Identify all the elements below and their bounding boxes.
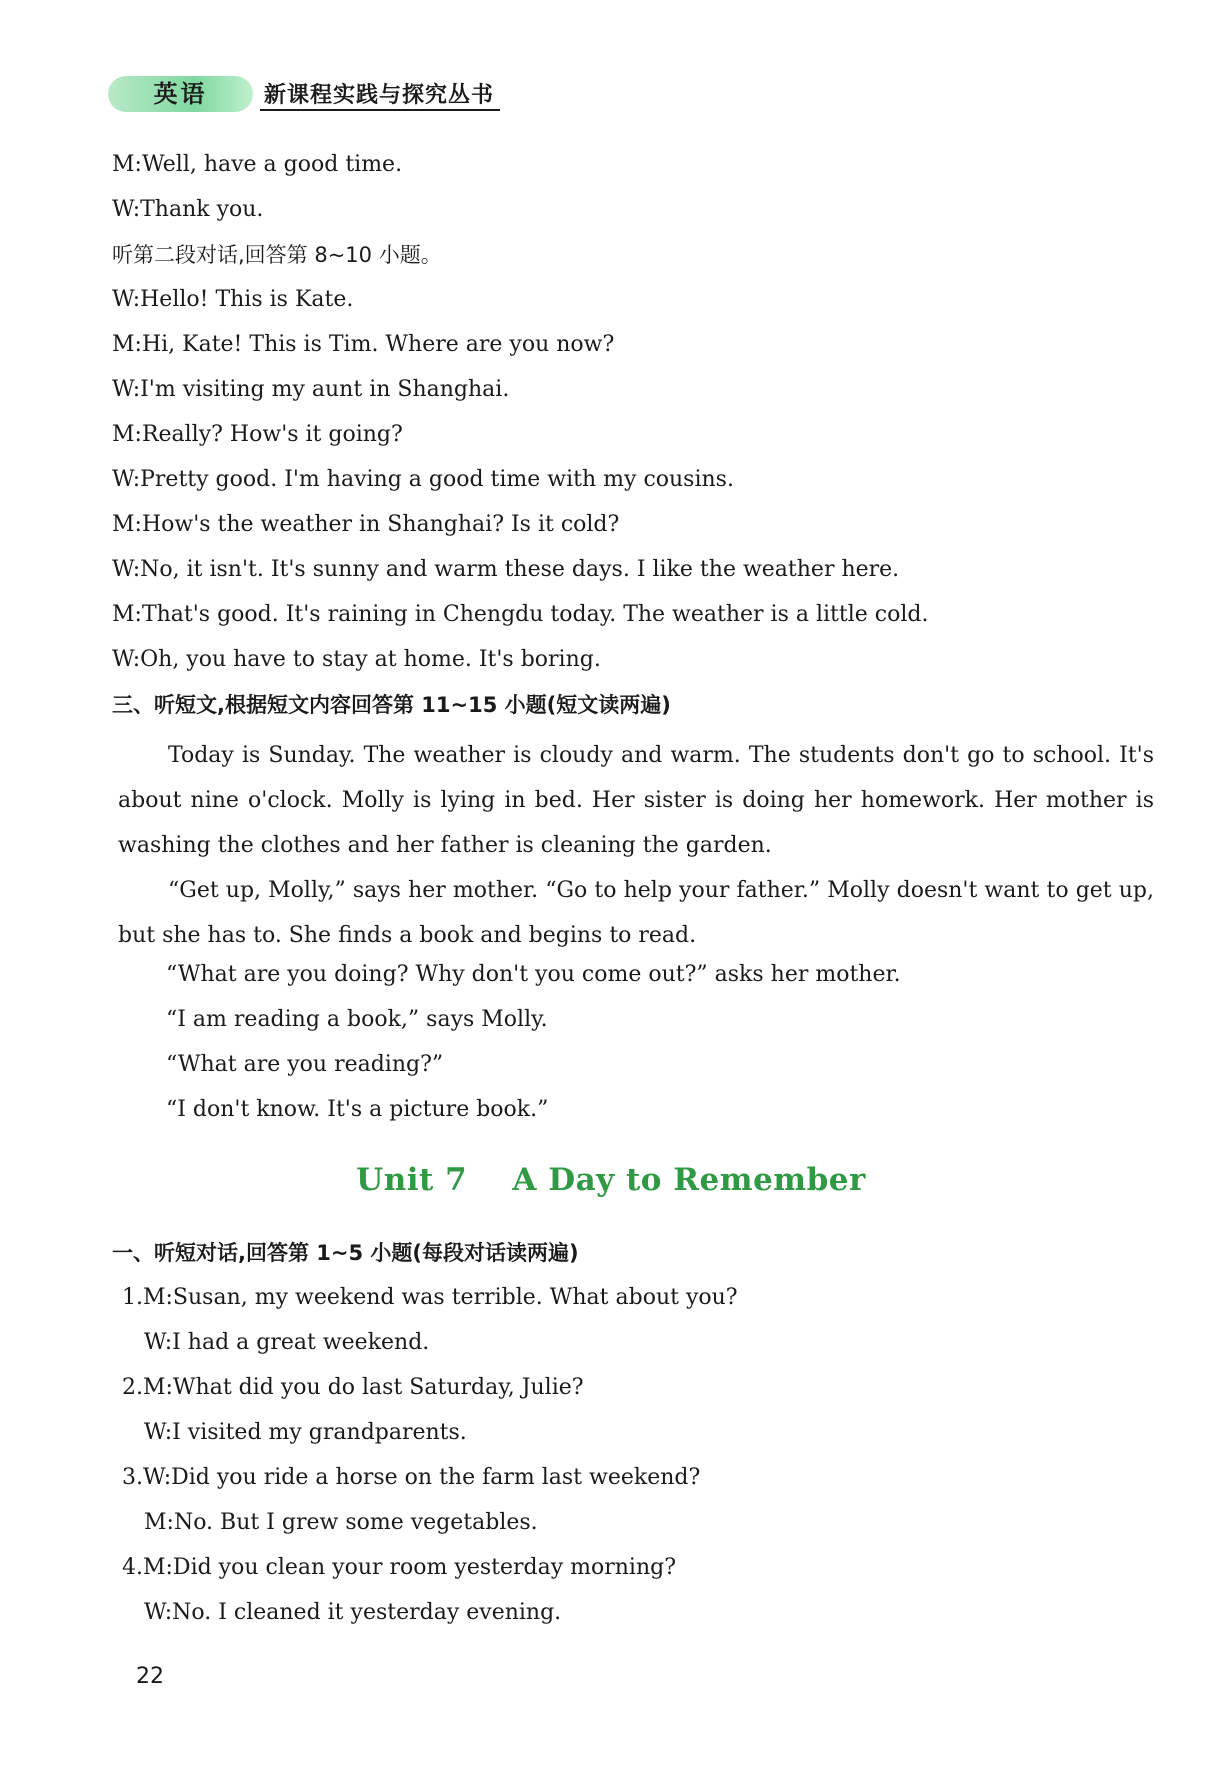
dialogue-line: W:Oh, you have to stay at home. It's boring. — [112, 647, 601, 672]
question-line: 2.M:What did you do last Saturday, Julie? — [122, 1375, 584, 1400]
dialogue-line: M:Well, have a good time. — [112, 152, 403, 177]
dialogue-line: M:Hi, Kate! This is Tim. Where are you now? — [112, 332, 615, 357]
passage-line: “What are you doing? Why don't you come out?” asks her mother. — [166, 962, 901, 987]
dialogue-line: W:Pretty good. I'm having a good time with my cousins. — [112, 467, 734, 492]
answer-line: M:No. But I grew some vegetables. — [144, 1510, 538, 1535]
unit-title — [0, 1162, 1222, 1198]
answer-line: W:I had a great weekend. — [144, 1330, 430, 1355]
section-instruction: 听第二段对话,回答第 8~10 小题。 — [112, 243, 442, 267]
dialogue-line: M:How's the weather in Shanghai? Is it cold? — [112, 512, 620, 537]
section-heading: 一、听短对话,回答第 1~5 小题(每段对话读两遍) — [112, 1241, 579, 1265]
passage-paragraph: Today is Sunday. The weather is cloudy and warm. The students don't go to school. It's about nine o'clock. Molly is lying in bed. Her sister is doing her homework. Her mother is washing the clothes and her father is cleaning the garden. — [118, 743, 1154, 858]
question-line: 1.M:Susan, my weekend was terrible. What about you? — [122, 1285, 738, 1310]
unit-title-text: Unit 7 A Day to Remember — [356, 1162, 866, 1198]
passage-line: “I don't know. It's a picture book.” — [166, 1097, 549, 1122]
page-header — [108, 76, 508, 116]
header-divider — [260, 109, 500, 111]
answer-line: W:I visited my grandparents. — [144, 1420, 467, 1445]
passage-line: “What are you reading?” — [166, 1052, 444, 1077]
dialogue-line: W:I'm visiting my aunt in Shanghai. — [112, 377, 510, 402]
dialogue-line: W:Thank you. — [112, 197, 264, 222]
subject-label: 英语 — [153, 80, 208, 108]
dialogue-line: M:That's good. It's raining in Chengdu today. The weather is a little cold. — [112, 602, 929, 627]
dialogue-line: M:Really? How's it going? — [112, 422, 403, 447]
passage-line: “I am reading a book,” says Molly. — [166, 1007, 548, 1032]
passage-paragraph: “Get up, Molly,” says her mother. “Go to help your father.” Molly doesn't want to get up, but she has to. She finds a book and begins to read. — [118, 878, 1154, 948]
section-heading: 三、听短文,根据短文内容回答第 11~15 小题(短文读两遍) — [112, 693, 671, 717]
dialogue-line: W:No, it isn't. It's sunny and warm these days. I like the weather here. — [112, 557, 900, 582]
question-line: 4.M:Did you clean your room yesterday morning? — [122, 1555, 676, 1580]
dialogue-line: W:Hello! This is Kate. — [112, 287, 354, 312]
page-number: 22 — [136, 1664, 164, 1689]
answer-line: W:No. I cleaned it yesterday evening. — [144, 1600, 562, 1625]
question-line: 3.W:Did you ride a horse on the farm last weekend? — [122, 1465, 701, 1490]
series-title: 新课程实践与探究丛书 — [264, 83, 495, 108]
